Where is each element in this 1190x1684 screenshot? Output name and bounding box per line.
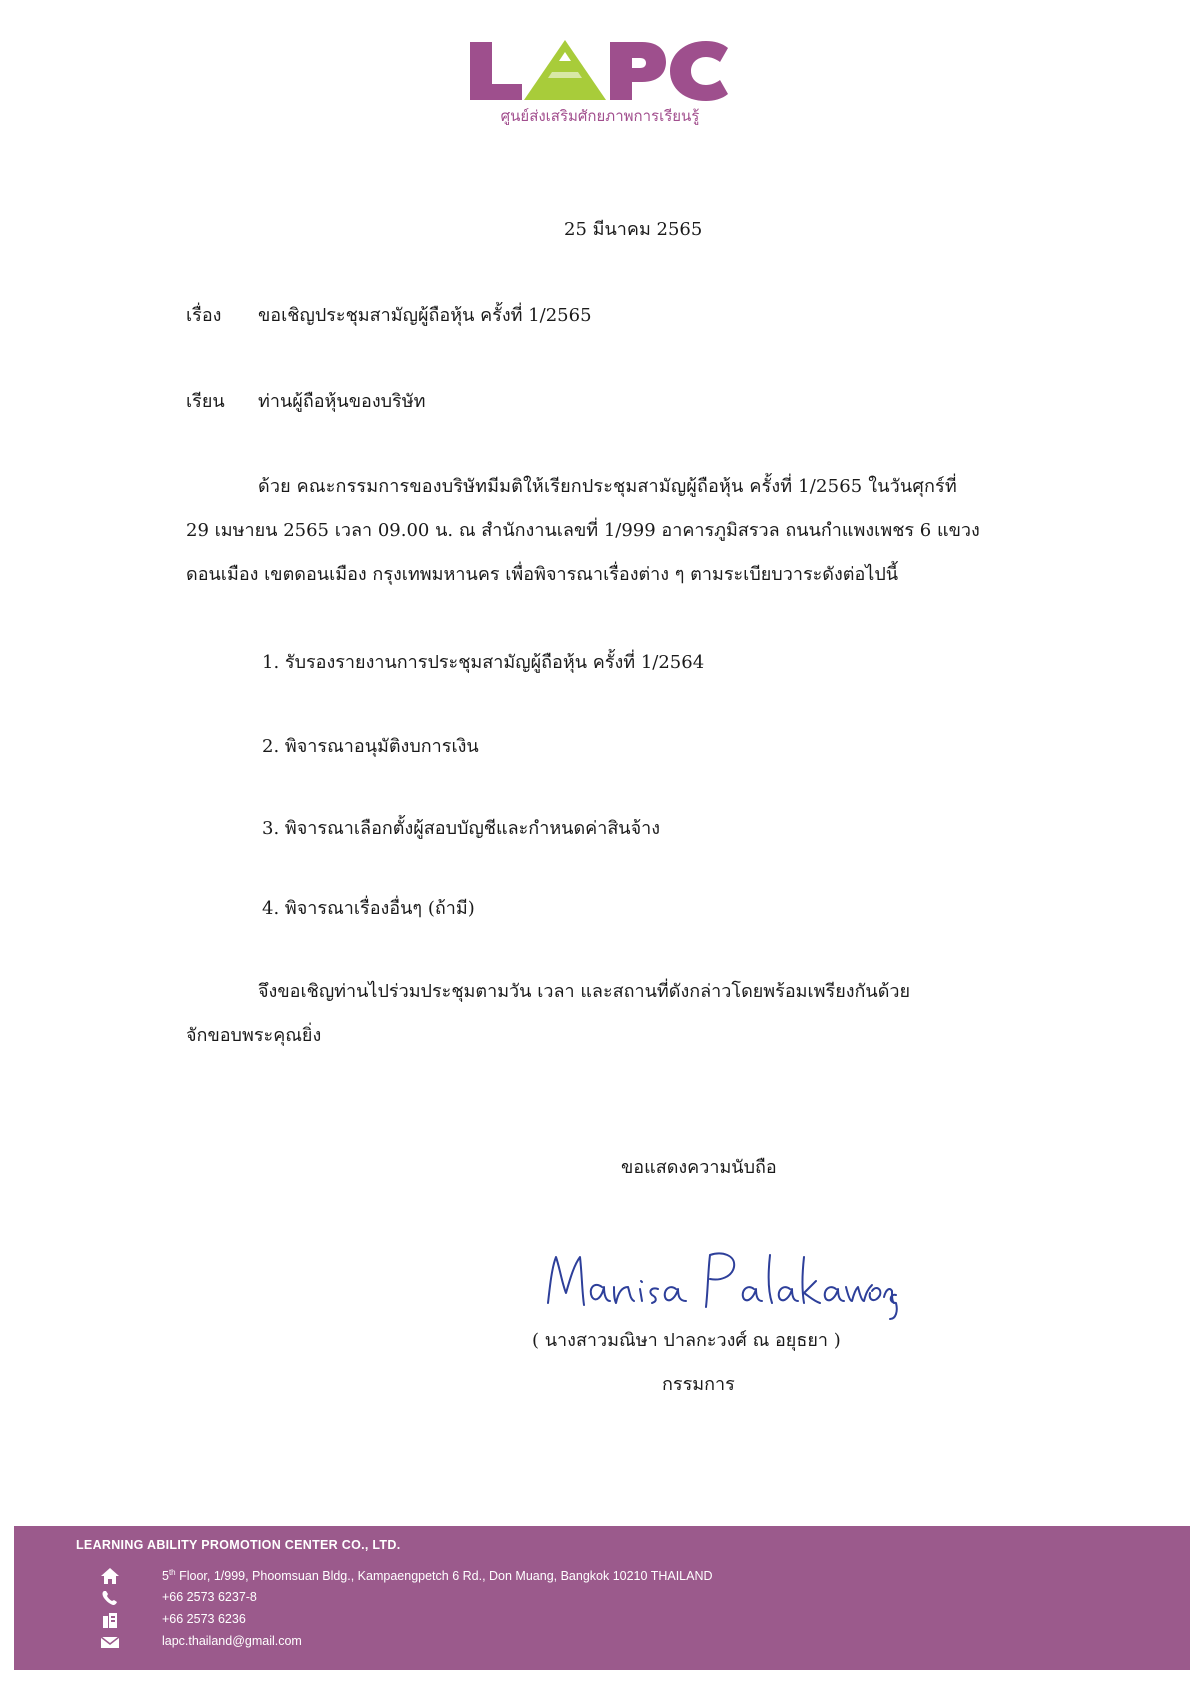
subject-value: ขอเชิญประชุมสามัญผู้ถือหุ้น ครั้งที่ 1/2565 [258, 305, 592, 326]
agenda-item: 1. รับรองรายงานการประชุมสามัญผู้ถือหุ้น ครั้งที่ 1/2564 [262, 652, 705, 673]
footer-phone: +66 2573 6237-8 [162, 1590, 257, 1604]
subject-label: เรื่อง [186, 305, 222, 326]
signatory-name: ( นางสาวมณิษา ปาลกะวงศ์ ณ อยุธยา ) [532, 1330, 841, 1351]
agenda-item: 3. พิจารณาเลือกตั้งผู้สอบบัญชีและกำหนดค่าสินจ้าง [262, 818, 661, 839]
invitation-paragraph [186, 970, 1016, 1058]
footer-company-name: LEARNING ABILITY PROMOTION CENTER CO., LTD. [76, 1538, 401, 1552]
handwritten-signature [540, 1245, 900, 1325]
intro-line: ด้วย คณะกรรมการของบริษัทมีมติให้เรียกประชุมสามัญผู้ถือหุ้น ครั้งที่ 1/2565 ในวันศุกร์ที่ [258, 476, 957, 497]
intro-paragraph [186, 465, 1016, 597]
agenda-item: 4. พิจารณาเรื่องอื่นๆ (ถ้ามี) [262, 898, 475, 919]
agenda-item: 2. พิจารณาอนุมัติงบการเงิน [262, 736, 479, 757]
invitation-line: จักขอบพระคุณยิ่ง [186, 1025, 322, 1046]
home-icon [100, 1567, 120, 1585]
footer-email[interactable]: lapc.thailand@gmail.com [162, 1634, 302, 1648]
company-logo [470, 40, 730, 130]
company-footer [14, 1526, 1190, 1670]
footer-fax: +66 2573 6236 [162, 1612, 246, 1626]
recipient-value: ท่านผู้ถือหุ้นของบริษัท [258, 391, 426, 412]
logo-subtitle: ศูนย์ส่งเสริมศักยภาพการเรียนรู้ [500, 107, 700, 125]
signatory-title: กรรมการ [662, 1374, 735, 1395]
phone-icon [100, 1589, 120, 1607]
fax-icon [100, 1611, 120, 1629]
footer-address: 5th Floor, 1/999, Phoomsuan Bldg., Kampaengpetch 6 Rd., Don Muang, Bangkok 10210 THAILAND [162, 1568, 713, 1584]
mail-icon [100, 1633, 120, 1651]
letter-date: 25 มีนาคม 2565 [564, 219, 703, 240]
lapc-logo-mark [470, 40, 730, 102]
invitation-line: จึงขอเชิญท่านไปร่วมประชุมตามวัน เวลา และสถานที่ดังกล่าวโดยพร้อมเพรียงกันด้วย [258, 981, 911, 1002]
intro-line: ดอนเมือง เขตดอนเมือง กรุงเทพมหานคร เพื่อพิจารณาเรื่องต่าง ๆ ตามระเบียบวาระดังต่อไปนี้ [186, 564, 899, 585]
recipient-label: เรียน [186, 391, 225, 412]
intro-line: 29 เมษายน 2565 เวลา 09.00 น. ณ สำนักงานเลขที่ 1/999 อาคารภูมิสรวล ถนนกำแพงเพชร 6 แขวง [186, 520, 980, 541]
closing-text: ขอแสดงความนับถือ [621, 1157, 777, 1178]
